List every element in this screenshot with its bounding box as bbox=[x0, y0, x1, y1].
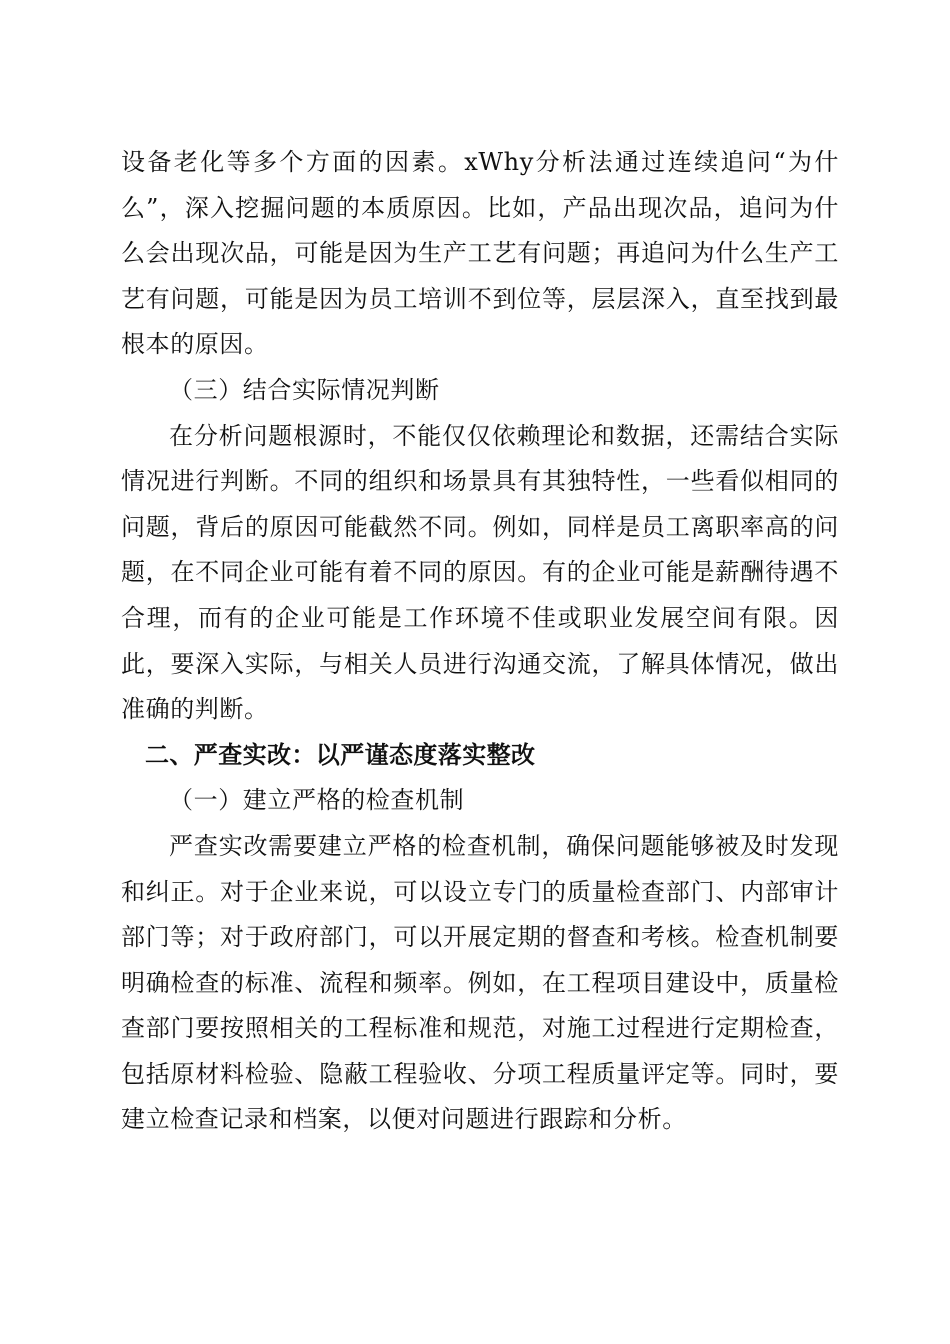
document-body bbox=[121, 140, 839, 1143]
paragraph-inspection-mechanism: 严查实改需要建立严格的检查机制，确保问题能够被及时发现和纠正。对于企业来说，可以设立专门的质量检查部门、内部审计部门等；对于政府部门，可以开展定期的督查和考核。检查机制要明确检查的标准、流程和频率。例如，在工程项目建设中，质量检查部门要按照相关的工程标准和规范，对施工过程进行定期检查，包括原材料检验、隐蔽工程验收、分项工程质量评定等。同时，要建立检查记录和档案，以便对问题进行跟踪和分析。 bbox=[121, 831, 839, 1134]
paragraph-why-analysis: 设备老化等多个方面的因素。xWhy分析法通过连续追问“为什么”，深入挖掘问题的本质原因。比如，产品出现次品，追问为什么会出现次品，可能是因为生产工艺有问题；再追问为什么生产工艺有问题，可能是因为员工培训不到位等，层层深入，直至找到最根本的原因。 bbox=[121, 148, 839, 359]
paragraph-actual-situation: 在分析问题根源时，不能仅仅依赖理论和数据，还需结合实际情况进行判断。不同的组织和场景具有其独特性，一些看似相同的问题，背后的原因可能截然不同。例如，同样是员工离职率高的问题，在不同企业可能有着不同的原因。有的企业可能是薪酬待遇不合理，而有的企业可能是工作环境不佳或职业发展空间有限。因此，要深入实际，与相关人员进行沟通交流，了解具体情况，做出准确的判断。 bbox=[121, 421, 839, 724]
section-heading-strict-inspection: 二、严查实改：以严谨态度落实整改 bbox=[145, 740, 536, 769]
subheading-actual-situation: （三）结合实际情况判断 bbox=[169, 375, 440, 404]
subheading-inspection-mechanism: （一）建立严格的检查机制 bbox=[169, 786, 465, 815]
